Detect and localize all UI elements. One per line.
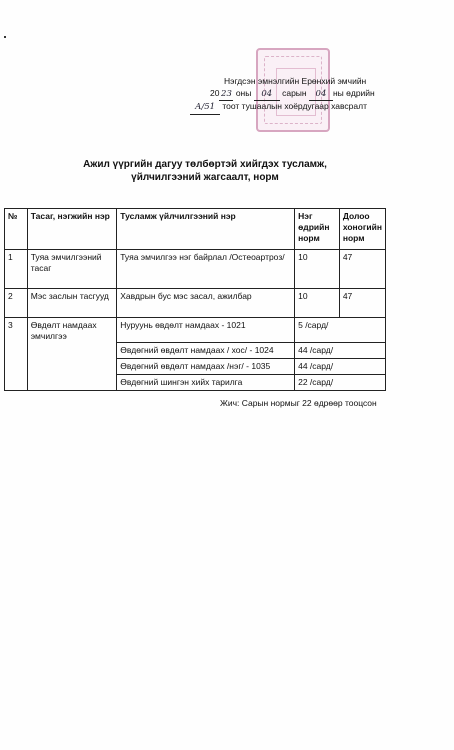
- row-monthly-norm: 22 /сард/: [295, 375, 386, 391]
- approval-text-saryn: сарын: [279, 87, 309, 98]
- norms-table: [4, 208, 386, 391]
- row-monthly-norm: 5 /сард/: [295, 318, 386, 343]
- header-department: Тасаг, нэгжийн нэр: [27, 209, 117, 250]
- approval-text-oni: оны: [233, 87, 254, 98]
- row-weekly-norm: 47: [339, 289, 385, 318]
- footnote: Жич: Сарын нормыг 22 өдрөөр тооцсон: [220, 398, 377, 408]
- row-department: Туяа эмчилгээний тасаг: [27, 250, 117, 289]
- title-line-2: үйлчилгээний жагсаалт, норм: [131, 172, 279, 183]
- header-daily-norm: Нэг өдрийн норм: [295, 209, 340, 250]
- header-weekly-norm: Долоо хоногийн норм: [339, 209, 385, 250]
- row-department: Өвдөлт намдаах эмчилгээ: [27, 318, 117, 391]
- row-monthly-norm: 44 /сард/: [295, 343, 386, 359]
- row-number: 3: [5, 318, 28, 391]
- header-service: Тусламж үйлчилгээний нэр: [117, 209, 295, 250]
- row-daily-norm: 10: [295, 250, 340, 289]
- row-service: Өвдөгний өвдөлт намдаах / хос/ - 1024: [117, 343, 295, 359]
- row-service: Нуруунь өвдөлт намдаах - 1021: [117, 318, 295, 343]
- row-service: Өвдөгний шингэн хийх тарилга: [117, 375, 295, 391]
- scan-speck: [4, 36, 6, 38]
- title-line-1: Ажил үүргийн дагуу төлбөртэй хийгдэх тусламж,: [83, 159, 327, 170]
- row-monthly-norm: 44 /сард/: [295, 359, 386, 375]
- approval-text-odriin: ны өдрийн: [332, 87, 375, 98]
- row-number: 2: [5, 289, 28, 318]
- table-header-row: [5, 209, 386, 250]
- approval-block: [190, 76, 410, 115]
- table-row: [5, 250, 386, 289]
- approval-line-3: [190, 101, 410, 115]
- approval-text-order: тоот тушаалын хоёрдугаар хавсралт: [220, 101, 367, 111]
- document-title: [40, 158, 370, 184]
- approval-year: 23: [219, 89, 233, 102]
- row-service: Хавдрын бус мэс засал, ажилбар: [117, 289, 295, 318]
- table-row: [5, 289, 386, 318]
- header-number: №: [5, 209, 28, 250]
- row-weekly-norm: 47: [339, 250, 385, 289]
- table-row: [5, 318, 386, 343]
- row-service: Туяа эмчилгээ нэг байрлал /Остеоартроз/: [117, 250, 295, 289]
- approval-day: 04: [309, 89, 333, 102]
- row-service: Өвдөгний өвдөлт намдаах /нэг/ - 1035: [117, 359, 295, 375]
- approval-line-2: [190, 88, 410, 102]
- approval-month: 04: [254, 89, 280, 102]
- row-department: Мэс заслын тасгууд: [27, 289, 117, 318]
- row-number: 1: [5, 250, 28, 289]
- order-number: А/51: [190, 102, 220, 115]
- approval-century: 20: [210, 87, 220, 98]
- row-daily-norm: 10: [295, 289, 340, 318]
- approval-line-1: Нэгдсэн эмнэлгийн Ерөнхий эмчийн: [224, 76, 367, 86]
